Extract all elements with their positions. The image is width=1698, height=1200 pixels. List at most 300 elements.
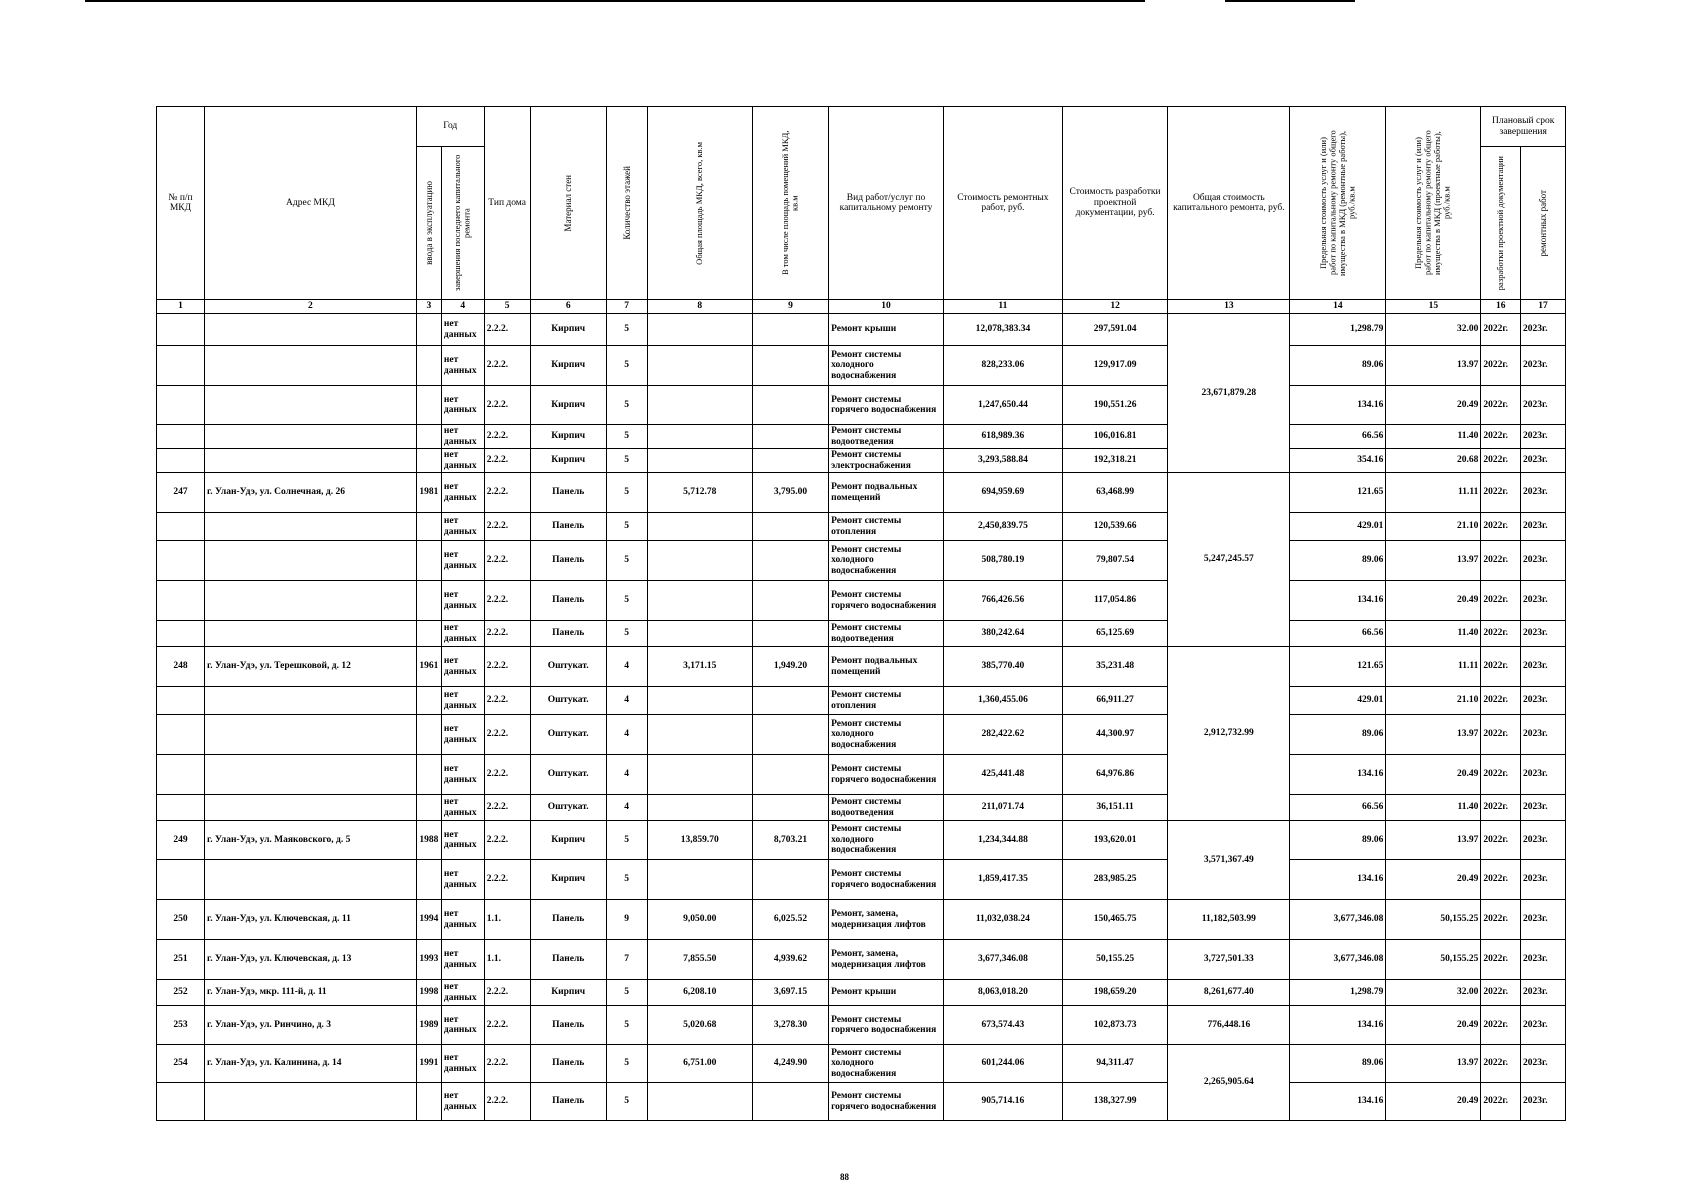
header-limit-design-text: Предельная стоимость услуг и (или) работ по капитальному ремонту общего имущества в МКД (проектные работы), руб./кв.м: [1413, 130, 1452, 276]
column-number-cell: 5: [484, 300, 530, 314]
floors-cell: 5: [606, 346, 647, 386]
column-number-row: [157, 300, 1566, 314]
repair-cost-cell: 1,859,417.35: [943, 860, 1062, 900]
total-cost-cell: 3,727,501.33: [1168, 940, 1290, 980]
premises-area-cell: [752, 386, 828, 425]
limit-repair-cell: 1,298.79: [1290, 980, 1386, 1006]
limit-design-cell: 13.97: [1386, 541, 1481, 581]
address-cell: [205, 425, 417, 449]
row-number-cell: [157, 541, 205, 581]
limit-repair-cell: 89.06: [1290, 541, 1386, 581]
wall-material-cell: Кирпич: [530, 314, 606, 346]
deadline-repair-cell: 2023г.: [1521, 425, 1566, 449]
total-area-cell: [647, 581, 752, 621]
wall-material-cell: Кирпич: [530, 860, 606, 900]
premises-area-cell: 3,278.30: [752, 1006, 828, 1045]
floors-cell: 9: [606, 900, 647, 940]
work-type-cell: Ремонт системы водоотведения: [829, 425, 944, 449]
row-number-cell: [157, 755, 205, 795]
repair-cost-cell: 12,078,383.34: [943, 314, 1062, 346]
total-area-cell: 3,171.15: [647, 647, 752, 687]
premises-area-cell: [752, 314, 828, 346]
floors-cell: 5: [606, 1045, 647, 1083]
year-last-repair-cell: нет данных: [441, 386, 484, 425]
wall-material-cell: Панель: [530, 1083, 606, 1121]
limit-design-cell: 13.97: [1386, 821, 1481, 860]
total-area-cell: [647, 346, 752, 386]
repair-cost-cell: 2,450,839.75: [943, 513, 1062, 541]
deadline-design-cell: 2022г.: [1481, 541, 1521, 581]
design-cost-cell: 106,016.81: [1062, 425, 1167, 449]
row-number-cell: 250: [157, 900, 205, 940]
deadline-repair-cell: 2023г.: [1521, 513, 1566, 541]
deadline-design-cell: 2022г.: [1481, 386, 1521, 425]
floors-cell: 5: [606, 314, 647, 346]
limit-repair-cell: 429.01: [1290, 687, 1386, 715]
header-floors: [606, 107, 647, 300]
column-number-cell: 9: [752, 300, 828, 314]
floors-cell: 5: [606, 386, 647, 425]
wall-material-cell: Кирпич: [530, 346, 606, 386]
deadline-design-cell: 2022г.: [1481, 715, 1521, 755]
header-wall-material-text: Материал стен: [563, 174, 574, 232]
floors-cell: 4: [606, 715, 647, 755]
limit-repair-cell: 3,677,346.08: [1290, 900, 1386, 940]
total-area-cell: [647, 795, 752, 821]
column-number-cell: 10: [829, 300, 944, 314]
design-cost-cell: 138,327.99: [1062, 1083, 1167, 1121]
repair-cost-cell: 1,247,650.44: [943, 386, 1062, 425]
deadline-repair-cell: 2023г.: [1521, 687, 1566, 715]
year-commission-cell: [416, 513, 441, 541]
wall-material-cell: Кирпич: [530, 449, 606, 473]
table-row: [157, 621, 1566, 647]
floors-cell: 7: [606, 940, 647, 980]
deadline-design-cell: 2022г.: [1481, 581, 1521, 621]
repair-cost-cell: 766,426.56: [943, 581, 1062, 621]
table-row: [157, 314, 1566, 346]
year-commission-cell: [416, 541, 441, 581]
limit-design-cell: 20.49: [1386, 755, 1481, 795]
limit-repair-cell: 429.01: [1290, 513, 1386, 541]
deadline-design-cell: 2022г.: [1481, 425, 1521, 449]
repair-cost-cell: 828,233.06: [943, 346, 1062, 386]
work-type-cell: Ремонт системы холодного водоснабжения: [829, 541, 944, 581]
limit-repair-cell: 134.16: [1290, 581, 1386, 621]
design-cost-cell: 65,125.69: [1062, 621, 1167, 647]
work-type-cell: Ремонт крыши: [829, 314, 944, 346]
column-number-cell: 14: [1290, 300, 1386, 314]
limit-design-cell: 32.00: [1386, 314, 1481, 346]
year-commission-cell: 1988: [416, 821, 441, 860]
header-floors-text: Количество этажей: [621, 166, 632, 240]
house-type-cell: 2.2.2.: [484, 647, 530, 687]
design-cost-cell: 150,465.75: [1062, 900, 1167, 940]
wall-material-cell: Оштукат.: [530, 647, 606, 687]
work-type-cell: Ремонт системы холодного водоснабжения: [829, 821, 944, 860]
premises-area-cell: [752, 449, 828, 473]
table-row: [157, 513, 1566, 541]
floors-cell: 5: [606, 1006, 647, 1045]
limit-design-cell: 50,155.25: [1386, 940, 1481, 980]
limit-repair-cell: 66.56: [1290, 795, 1386, 821]
floors-cell: 4: [606, 755, 647, 795]
column-number-cell: 17: [1521, 300, 1566, 314]
house-type-cell: 2.2.2.: [484, 314, 530, 346]
total-cost-cell: 5,247,245.57: [1168, 473, 1290, 647]
deadline-repair-cell: 2023г.: [1521, 541, 1566, 581]
limit-repair-cell: 121.65: [1290, 473, 1386, 513]
floors-cell: 4: [606, 647, 647, 687]
table-row: [157, 980, 1566, 1006]
work-type-cell: Ремонт системы электроснабжения: [829, 449, 944, 473]
row-number-cell: 251: [157, 940, 205, 980]
work-type-cell: Ремонт системы горячего водоснабжения: [829, 1083, 944, 1121]
design-cost-cell: 35,231.48: [1062, 647, 1167, 687]
house-type-cell: 2.2.2.: [484, 821, 530, 860]
address-cell: [205, 541, 417, 581]
header-design-cost: Стоимость разработки проектной документации, руб.: [1062, 107, 1167, 300]
address-cell: [205, 621, 417, 647]
premises-area-cell: [752, 346, 828, 386]
limit-design-cell: 20.49: [1386, 1006, 1481, 1045]
limit-design-cell: 11.11: [1386, 473, 1481, 513]
year-commission-cell: [416, 346, 441, 386]
wall-material-cell: Оштукат.: [530, 755, 606, 795]
wall-material-cell: Панель: [530, 621, 606, 647]
limit-design-cell: 11.11: [1386, 647, 1481, 687]
wall-material-cell: Панель: [530, 940, 606, 980]
deadline-repair-cell: 2023г.: [1521, 473, 1566, 513]
page-number: 88: [840, 1172, 849, 1182]
address-cell: [205, 581, 417, 621]
house-type-cell: 2.2.2.: [484, 1006, 530, 1045]
premises-area-cell: [752, 621, 828, 647]
deadline-repair-cell: 2023г.: [1521, 581, 1566, 621]
header-limit-design: [1386, 107, 1481, 300]
wall-material-cell: Панель: [530, 513, 606, 541]
column-number-cell: 13: [1168, 300, 1290, 314]
deadline-design-cell: 2022г.: [1481, 449, 1521, 473]
limit-design-cell: 21.10: [1386, 513, 1481, 541]
year-commission-cell: [416, 715, 441, 755]
total-area-cell: [647, 541, 752, 581]
house-type-cell: 1.1.: [484, 940, 530, 980]
address-cell: [205, 795, 417, 821]
column-number-cell: 3: [416, 300, 441, 314]
table-row: [157, 541, 1566, 581]
work-type-cell: Ремонт системы отопления: [829, 687, 944, 715]
address-cell: г. Улан-Удэ, ул. Маяковского, д. 5: [205, 821, 417, 860]
house-type-cell: 2.2.2.: [484, 715, 530, 755]
work-type-cell: Ремонт системы горячего водоснабжения: [829, 581, 944, 621]
design-cost-cell: 79,807.54: [1062, 541, 1167, 581]
address-cell: г. Улан-Удэ, ул. Солнечная, д. 26: [205, 473, 417, 513]
work-type-cell: Ремонт системы холодного водоснабжения: [829, 1045, 944, 1083]
repair-cost-cell: 508,780.19: [943, 541, 1062, 581]
floors-cell: 5: [606, 449, 647, 473]
deadline-repair-cell: 2023г.: [1521, 647, 1566, 687]
deadline-repair-cell: 2023г.: [1521, 860, 1566, 900]
total-cost-cell: 3,571,367.49: [1168, 821, 1290, 900]
address-cell: [205, 860, 417, 900]
house-type-cell: 2.2.2.: [484, 581, 530, 621]
work-type-cell: Ремонт системы горячего водоснабжения: [829, 755, 944, 795]
total-cost-cell: 2,912,732.99: [1168, 647, 1290, 821]
table-row: [157, 687, 1566, 715]
year-commission-cell: [416, 621, 441, 647]
design-cost-cell: 297,591.04: [1062, 314, 1167, 346]
header-year-commission: [416, 147, 441, 300]
table-row: [157, 715, 1566, 755]
deadline-design-cell: 2022г.: [1481, 647, 1521, 687]
deadline-design-cell: 2022г.: [1481, 1083, 1521, 1121]
year-commission-cell: [416, 425, 441, 449]
deadline-design-cell: 2022г.: [1481, 346, 1521, 386]
year-last-repair-cell: нет данных: [441, 1006, 484, 1045]
repair-cost-cell: 694,959.69: [943, 473, 1062, 513]
limit-design-cell: 20.49: [1386, 860, 1481, 900]
row-number-cell: 248: [157, 647, 205, 687]
table-row: [157, 425, 1566, 449]
header-premises-area: [752, 107, 828, 300]
house-type-cell: 2.2.2.: [484, 346, 530, 386]
total-cost-cell: 8,261,677.40: [1168, 980, 1290, 1006]
work-type-cell: Ремонт подвальных помещений: [829, 647, 944, 687]
header-limit-repair-text: Предельная стоимость услуг и (или) работ по капитальному ремонту общего имущества в МКД (ремонтные работы), руб./кв.м: [1317, 130, 1357, 276]
premises-area-cell: 6,025.52: [752, 900, 828, 940]
limit-design-cell: 20.49: [1386, 1083, 1481, 1121]
address-cell: г. Улан-Удэ, ул. Ключевская, д. 13: [205, 940, 417, 980]
premises-area-cell: [752, 795, 828, 821]
premises-area-cell: 8,703.21: [752, 821, 828, 860]
column-number-cell: 6: [530, 300, 606, 314]
repair-cost-cell: 3,293,588.84: [943, 449, 1062, 473]
design-cost-cell: 283,985.25: [1062, 860, 1167, 900]
year-last-repair-cell: нет данных: [441, 473, 484, 513]
header-deadline-design-text: разработки проектной документации: [1494, 155, 1505, 291]
total-cost-cell: 2,265,905.64: [1168, 1045, 1290, 1121]
repair-cost-cell: 282,422.62: [943, 715, 1062, 755]
house-type-cell: 2.2.2.: [484, 755, 530, 795]
table-body: [157, 314, 1566, 1121]
year-commission-cell: 1998: [416, 980, 441, 1006]
floors-cell: 5: [606, 621, 647, 647]
work-type-cell: Ремонт системы горячего водоснабжения: [829, 386, 944, 425]
wall-material-cell: Оштукат.: [530, 687, 606, 715]
work-type-cell: Ремонт, замена, модернизация лифтов: [829, 940, 944, 980]
total-cost-cell: 776,448.16: [1168, 1006, 1290, 1045]
table-row: [157, 647, 1566, 687]
limit-design-cell: 20.49: [1386, 581, 1481, 621]
premises-area-cell: [752, 860, 828, 900]
deadline-repair-cell: 2023г.: [1521, 1045, 1566, 1083]
design-cost-cell: 192,318.21: [1062, 449, 1167, 473]
table-row: [157, 795, 1566, 821]
premises-area-cell: [752, 755, 828, 795]
total-area-cell: [647, 860, 752, 900]
deadline-repair-cell: 2023г.: [1521, 449, 1566, 473]
year-last-repair-cell: нет данных: [441, 1045, 484, 1083]
wall-material-cell: Оштукат.: [530, 795, 606, 821]
header-deadline-design: [1481, 147, 1521, 300]
deadline-design-cell: 2022г.: [1481, 621, 1521, 647]
header-premises-area-text: В том числе площадь помещений МКД, кв.м: [780, 130, 800, 276]
premises-area-cell: 3,795.00: [752, 473, 828, 513]
design-cost-cell: 198,659.20: [1062, 980, 1167, 1006]
deadline-repair-cell: 2023г.: [1521, 940, 1566, 980]
design-cost-cell: 120,539.66: [1062, 513, 1167, 541]
address-cell: [205, 715, 417, 755]
header-work-type: Вид работ/услуг по капитальному ремонту: [829, 107, 944, 300]
wall-material-cell: Кирпич: [530, 980, 606, 1006]
deadline-design-cell: 2022г.: [1481, 314, 1521, 346]
header-year-commission-text: ввода в эксплуатацию: [423, 181, 434, 265]
limit-repair-cell: 134.16: [1290, 1006, 1386, 1045]
repair-cost-cell: 1,234,344.88: [943, 821, 1062, 860]
wall-material-cell: Кирпич: [530, 821, 606, 860]
table-row: [157, 821, 1566, 860]
header-total-area: [647, 107, 752, 300]
scan-top-line-right: [1225, 0, 1355, 2]
repair-cost-cell: 3,677,346.08: [943, 940, 1062, 980]
house-type-cell: 2.2.2.: [484, 860, 530, 900]
design-cost-cell: 63,468.99: [1062, 473, 1167, 513]
premises-area-cell: 1,949.20: [752, 647, 828, 687]
table-row: [157, 1045, 1566, 1083]
year-last-repair-cell: нет данных: [441, 755, 484, 795]
repair-cost-cell: 8,063,018.20: [943, 980, 1062, 1006]
wall-material-cell: Панель: [530, 1045, 606, 1083]
row-number-cell: [157, 715, 205, 755]
address-cell: г. Улан-Удэ, ул. Ключевская, д. 11: [205, 900, 417, 940]
address-cell: [205, 755, 417, 795]
limit-repair-cell: 354.16: [1290, 449, 1386, 473]
total-area-cell: 5,712.78: [647, 473, 752, 513]
deadline-repair-cell: 2023г.: [1521, 1006, 1566, 1045]
limit-repair-cell: 134.16: [1290, 1083, 1386, 1121]
year-last-repair-cell: нет данных: [441, 1083, 484, 1121]
address-cell: [205, 314, 417, 346]
address-cell: г. Улан-Удэ, ул. Калинина, д. 14: [205, 1045, 417, 1083]
year-last-repair-cell: нет данных: [441, 795, 484, 821]
year-last-repair-cell: нет данных: [441, 541, 484, 581]
deadline-repair-cell: 2023г.: [1521, 900, 1566, 940]
year-commission-cell: 1991: [416, 1045, 441, 1083]
row-number-cell: 247: [157, 473, 205, 513]
header-year-last-repair-text: завершения последнего капитального ремонта: [452, 154, 472, 292]
repair-cost-cell: 618,989.36: [943, 425, 1062, 449]
year-commission-cell: [416, 386, 441, 425]
repair-cost-cell: 11,032,038.24: [943, 900, 1062, 940]
floors-cell: 4: [606, 687, 647, 715]
year-last-repair-cell: нет данных: [441, 647, 484, 687]
wall-material-cell: Кирпич: [530, 386, 606, 425]
design-cost-cell: 94,311.47: [1062, 1045, 1167, 1083]
total-area-cell: 7,855.50: [647, 940, 752, 980]
total-area-cell: 5,020.68: [647, 1006, 752, 1045]
deadline-repair-cell: 2023г.: [1521, 621, 1566, 647]
limit-repair-cell: 89.06: [1290, 346, 1386, 386]
premises-area-cell: [752, 581, 828, 621]
header-year-last-repair: [441, 147, 484, 300]
limit-design-cell: 11.40: [1386, 795, 1481, 821]
header-total-area-text: Общая площадь МКД, всего, кв.м: [693, 141, 704, 265]
row-number-cell: [157, 346, 205, 386]
deadline-repair-cell: 2023г.: [1521, 314, 1566, 346]
year-commission-cell: [416, 795, 441, 821]
repair-cost-cell: 601,244.06: [943, 1045, 1062, 1083]
year-commission-cell: 1993: [416, 940, 441, 980]
year-last-repair-cell: нет данных: [441, 715, 484, 755]
wall-material-cell: Оштукат.: [530, 715, 606, 755]
year-last-repair-cell: нет данных: [441, 449, 484, 473]
house-type-cell: 2.2.2.: [484, 425, 530, 449]
total-area-cell: [647, 513, 752, 541]
work-type-cell: Ремонт системы горячего водоснабжения: [829, 1006, 944, 1045]
table-row: [157, 1006, 1566, 1045]
year-commission-cell: 1994: [416, 900, 441, 940]
row-number-cell: [157, 860, 205, 900]
deadline-design-cell: 2022г.: [1481, 755, 1521, 795]
house-type-cell: 2.2.2.: [484, 795, 530, 821]
row-number-cell: [157, 513, 205, 541]
header-deadline-group: Плановый срок завершения: [1481, 107, 1566, 147]
limit-repair-cell: 66.56: [1290, 621, 1386, 647]
floors-cell: 5: [606, 581, 647, 621]
address-cell: [205, 687, 417, 715]
limit-repair-cell: 89.06: [1290, 821, 1386, 860]
column-number-cell: 1: [157, 300, 205, 314]
row-number-cell: 253: [157, 1006, 205, 1045]
year-commission-cell: [416, 1083, 441, 1121]
house-type-cell: 2.2.2.: [484, 980, 530, 1006]
row-number-cell: 254: [157, 1045, 205, 1083]
work-type-cell: Ремонт, замена, модернизация лифтов: [829, 900, 944, 940]
table-row: [157, 1083, 1566, 1121]
floors-cell: 5: [606, 513, 647, 541]
house-type-cell: 2.2.2.: [484, 621, 530, 647]
address-cell: [205, 513, 417, 541]
limit-repair-cell: 134.16: [1290, 860, 1386, 900]
house-type-cell: 2.2.2.: [484, 386, 530, 425]
year-last-repair-cell: нет данных: [441, 687, 484, 715]
house-type-cell: 1.1.: [484, 900, 530, 940]
design-cost-cell: 193,620.01: [1062, 821, 1167, 860]
repair-cost-cell: 385,770.40: [943, 647, 1062, 687]
wall-material-cell: Кирпич: [530, 425, 606, 449]
column-number-cell: 7: [606, 300, 647, 314]
floors-cell: 5: [606, 425, 647, 449]
header-limit-repair: [1290, 107, 1386, 300]
house-type-cell: 2.2.2.: [484, 513, 530, 541]
premises-area-cell: 4,249.90: [752, 1045, 828, 1083]
row-number-cell: [157, 386, 205, 425]
design-cost-cell: 36,151.11: [1062, 795, 1167, 821]
header-no: № п/п МКД: [157, 107, 205, 300]
year-last-repair-cell: нет данных: [441, 425, 484, 449]
repair-cost-cell: 673,574.43: [943, 1006, 1062, 1045]
column-number-cell: 16: [1481, 300, 1521, 314]
premises-area-cell: [752, 425, 828, 449]
premises-area-cell: [752, 513, 828, 541]
column-number-cell: 4: [441, 300, 484, 314]
address-cell: [205, 346, 417, 386]
table-row: [157, 449, 1566, 473]
total-area-cell: 9,050.00: [647, 900, 752, 940]
year-last-repair-cell: нет данных: [441, 346, 484, 386]
limit-design-cell: 13.97: [1386, 1045, 1481, 1083]
